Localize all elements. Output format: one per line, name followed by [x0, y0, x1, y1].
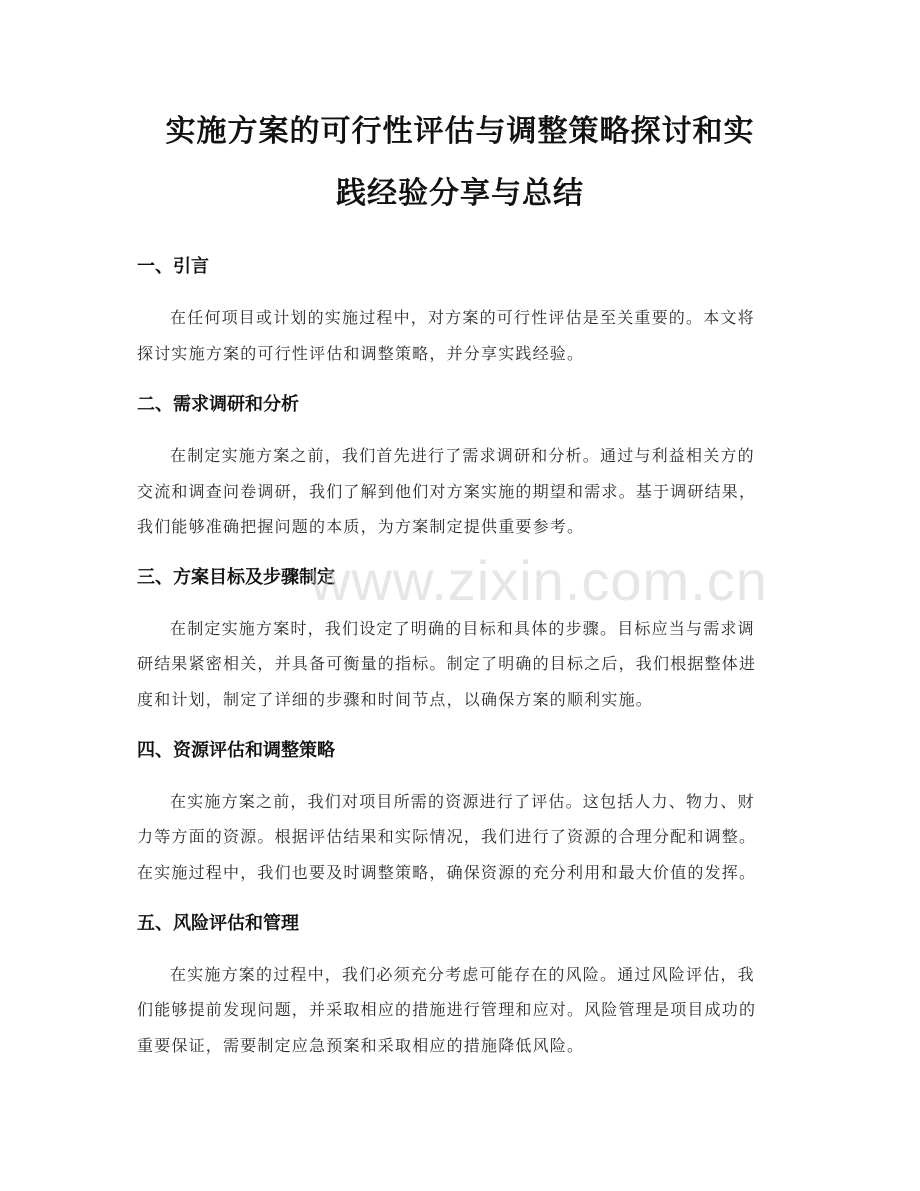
paragraph-line: 研结果紧密相关，并具备可衡量的指标。制定了明确的目标之后，我们根据整体进 [137, 654, 757, 673]
paragraph-line: 力等方面的资源。根据评估结果和实际情况，我们进行了资源的合理分配和调整。 [137, 827, 757, 846]
paragraph-line: 在制定实施方案时，我们设定了明确的目标和具体的步骤。目标应当与需求调 [170, 619, 755, 638]
paragraph-line: 探讨实施方案的可行性评估和调整策略，并分享实践经验。 [137, 344, 585, 363]
paragraph-line: 在实施过程中，我们也要及时调整策略，确保资源的充分利用和最大价值的发挥。 [137, 863, 757, 882]
watermark: www.zixin.com.cn [310, 549, 768, 612]
paragraph-line: 在任何项目或计划的实施过程中，对方案的可行性评估是至关重要的。本文将 [170, 308, 755, 327]
paragraph-line: 我们能够准确把握问题的本质，为方案制定提供重要参考。 [137, 517, 585, 536]
section-heading-requirements: 二、需求调研和分析 [137, 394, 299, 415]
paragraph-line: 在实施方案之前，我们对项目所需的资源进行了评估。这包括人力、物力、财 [170, 792, 755, 811]
section-heading-goals: 三、方案目标及步骤制定 [137, 567, 335, 588]
paragraph-line: 们能够提前发现问题，并采取相应的措施进行管理和应对。风险管理是项目成功的 [137, 1000, 757, 1019]
paragraph-line: 交流和调查问卷调研，我们了解到他们对方案实施的期望和需求。基于调研结果， [137, 482, 757, 501]
document-title-line-2: 践经验分享与总结 [336, 176, 584, 211]
section-heading-resources: 四、资源评估和调整策略 [137, 740, 335, 761]
section-heading-risk: 五、风险评估和管理 [137, 913, 299, 934]
section-heading-introduction: 一、引言 [137, 256, 209, 277]
paragraph-line: 度和计划，制定了详细的步骤和时间节点，以确保方案的顺利实施。 [137, 690, 654, 709]
document-title-line-1: 实施方案的可行性评估与调整策略探讨和实 [165, 114, 755, 149]
paragraph-line: 在实施方案的过程中，我们必须充分考虑可能存在的风险。通过风险评估，我 [170, 965, 755, 984]
paragraph-line: 重要保证，需要制定应急预案和采取相应的措施降低风险。 [137, 1036, 585, 1055]
paragraph-line: 在制定实施方案之前，我们首先进行了需求调研和分析。通过与利益相关方的 [170, 446, 755, 465]
